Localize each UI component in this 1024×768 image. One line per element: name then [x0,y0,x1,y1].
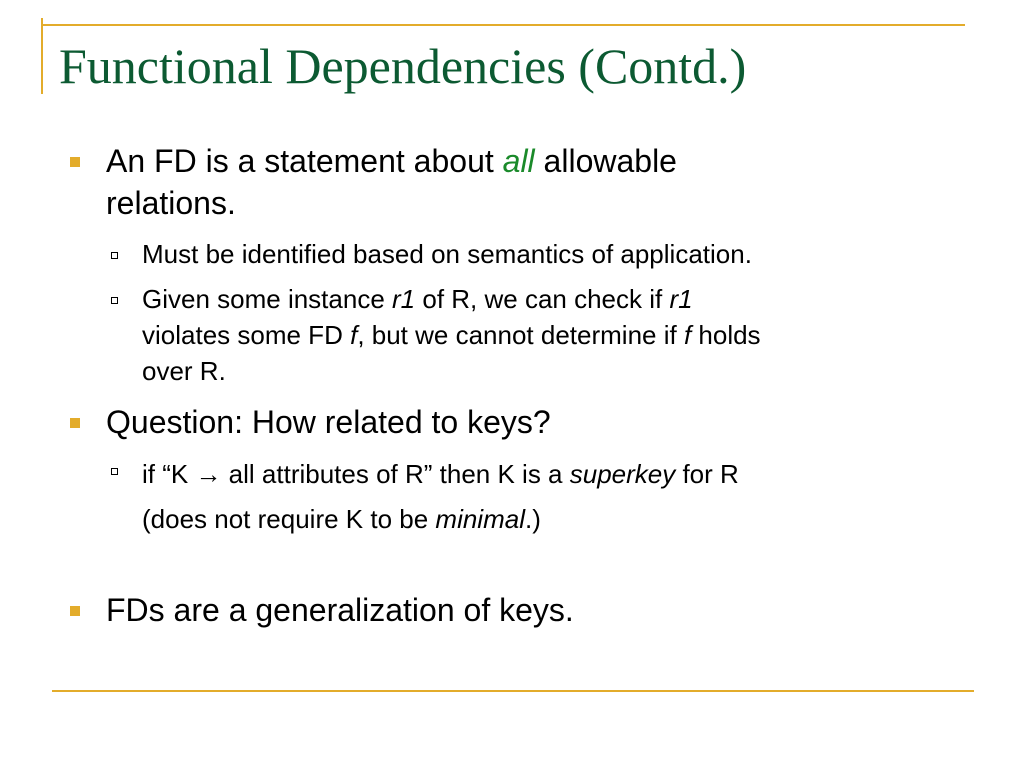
sub-1-2-f-a: f [350,320,358,350]
hollow-square-bullet-icon [111,468,118,475]
sub-2-1-minimal: minimal [435,504,525,534]
sub-1-2-part-6: over R. [142,356,226,386]
title-accent-top-rule [41,24,965,26]
sub-1-2-f-b: f [683,320,692,350]
sub-2-1-part-5: .) [524,504,541,534]
sub-bullet-2-1-text [142,452,1002,542]
sub-2-1-part-3: for R [675,459,739,489]
bullet-1-text [106,140,986,224]
sub-bullet-1-1-text: Must be identified based on semantics of application. [142,239,752,269]
slide-title: Functional Dependencies (Contd.) [59,38,747,94]
bullet-1-emphasis: all [502,143,535,179]
title-accent-vertical-rule [41,18,43,94]
bullet-1-pre: An FD is a statement about [106,143,503,179]
gold-square-bullet-icon [70,606,80,616]
sub-1-2-r1-b: r1 [669,284,693,314]
hollow-square-bullet-icon [111,297,118,304]
gold-square-bullet-icon [70,418,80,428]
sub-2-1-part-1: if “K [142,459,196,489]
bullet-1-post: allowable [534,143,677,179]
sub-1-2-r1-a: r1 [392,284,416,314]
sub-1-2-part-3: violates some FD [142,320,351,350]
sub-1-2-part-1: Given some instance [142,284,393,314]
sub-1-2-part-5: holds [691,320,761,350]
sub-1-2-part-2: of R, we can check if [415,284,670,314]
footer-accent-rule [52,690,974,692]
sub-2-1-superkey: superkey [569,459,676,489]
hollow-square-bullet-icon [111,252,118,259]
sub-2-1-part-4: (does not require K to be [142,504,436,534]
arrow-right-icon: → [195,459,222,489]
bullet-2-text: Question: How related to keys? [106,404,551,440]
bullet-3-text: FDs are a generalization of keys. [106,592,574,628]
bullet-1-line2: relations. [106,185,236,221]
gold-square-bullet-icon [70,157,80,167]
sub-1-2-part-4: , but we cannot determine if [357,320,684,350]
sub-2-1-part-2: all attributes of R” then K is a [221,459,570,489]
sub-bullet-1-2-text [142,281,1002,389]
